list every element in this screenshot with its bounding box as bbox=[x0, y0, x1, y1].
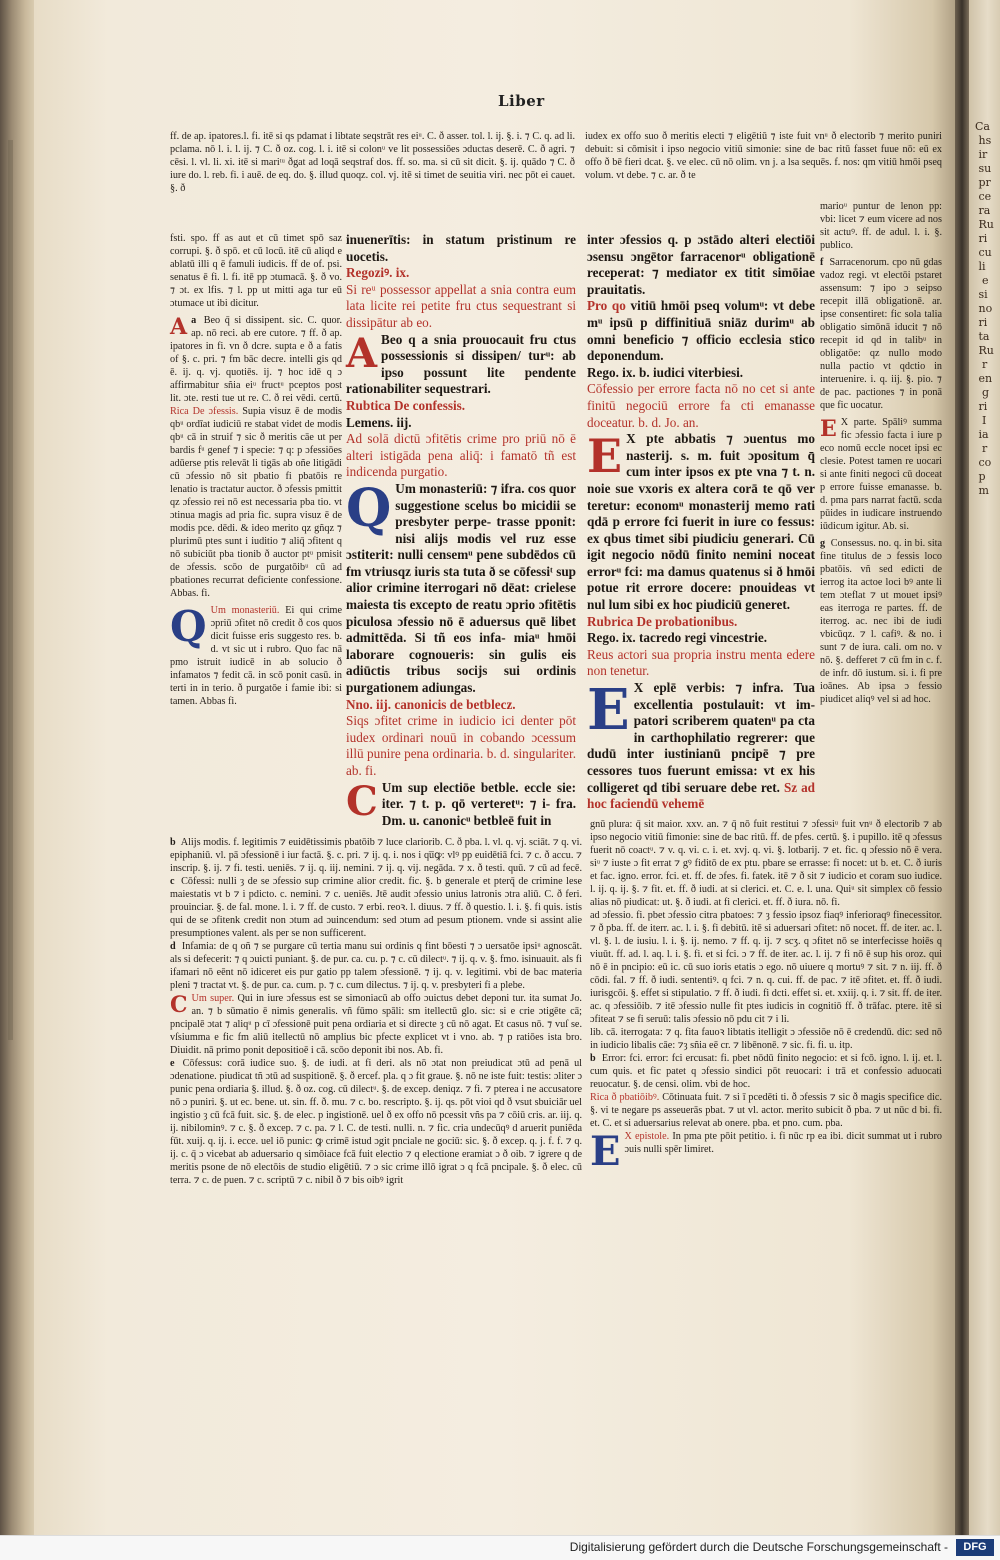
left-gloss-a-block bbox=[170, 314, 342, 600]
main-anno-rubric: Nno. iij. canonicis de betblecz. bbox=[346, 696, 516, 712]
left-bottom-confessus-block bbox=[170, 1057, 582, 1187]
initial-e-bottom-blue: E bbox=[590, 1128, 621, 1175]
far-right-gloss-top: iudex ex offo suo ð meritis electi ⁊ eligētiū ⁊ iste fuit vnᵘ ð electorib ⁊ merito puniri debuit: si cōmisit i ipso negocio vitiū simonie: sine de bac ritū fasset fuue nō: eū ex offo ð bē fieri dcat. §. ve elec. cū nō olim. vn j. a lsa sequēs. f. nos: qm vitiū hmōi pseq volum. vt debe. ⁊ c. ar. ð te bbox=[585, 131, 942, 181]
far-right-upper-mid: marioᵘ puntur de lenon pp: vbi: licet ⁊ eum vicere ad nos sit actuꝰ. ff. de adul. l. i. §. publico. bbox=[820, 201, 942, 251]
right-bottom-gloss bbox=[590, 818, 943, 1175]
main-text-column-1 bbox=[346, 232, 576, 829]
right-col-cont-text: vitiū hmōi pseq volumᵘ: vt debe mᵘ ipsū p diffinitiuā sniāz durimᵘ ab omni beneficio ⁊ officio ecclesia stico deponendum. bbox=[587, 298, 815, 364]
bottom-probation-rubric: Rica ð pbatiōibꝰ. bbox=[590, 1092, 660, 1103]
far-right-b-block bbox=[820, 256, 942, 412]
next-page-edge bbox=[969, 0, 1000, 1535]
right-ex-parte-text: X pte abbatis ⁊ ɔuentus mo nasterij. s. m. fuit ɔpositum q̄ cum inter ipsos ex pte vna ⁊ t. n. noie sue vxoris ex altera corā te qō ver teretur: economᵘ monasterij memo rati qdā p errore fci fuerit in iure co fessus: ex qbus timet sibi piudiciu generari. bbox=[587, 431, 815, 546]
initial-a-red: A bbox=[170, 314, 188, 340]
left-bottom-infamia: Infamia: de q oñ ⁊ se purgare cū tertia manu sui ordinis q fint bōesti ⁊ ɔ uersatōe ipsiᵘ agnoscāt. als si defecerit: ⁊ q ɔuicti puniant. §. de pur. ca. cu. p. ⁊ c. cū dilectᵘ. ⁊ ij. q. v. §. fmo. isinuauit. als fi ifamari nō eēnt nō idiceret eis pur gatio pp talem ɔfessionē. ⁊ ij. q. v. legitimi. vbi de bac materia pleni ⁊ tractat vt. §. de pur. ca. cum. p. ⁊ c. cum dilectus. ⁊ ij. q. v. presbyteri fi a plebe. bbox=[170, 941, 582, 991]
dfg-logo: DFG bbox=[956, 1539, 994, 1556]
left-gloss-top: ff. de ap. ipatores.l. fi. itē si qs pdamat i libtate seqstrāt res eiᵘ. C. ð asser. tol. l. ij. §. i. ⁊ C. q. ad li. pclama. nō l. i. l. ij. ⁊ C. ð oz. cog. l. i. itē si colonᵘ ve lit possessiōes ɔductas deserē. C. ð agri. ⁊ cēsi. l. vl. li. xi. itē si mariᵗᵘ ðgat ad loqā seqstraf dos. ff. so. ma. si cū sit dicit. §. ij. quādo ⁊ C. ð iure do. l. reb. fi. i auē. de eq. do. §. illud quoqz. col. vj. itē si timet de seuitia viri. nec pōt ei cauet. §. ð bbox=[170, 131, 575, 194]
left-bottom-para-1-block bbox=[170, 836, 582, 940]
running-head: Liber bbox=[498, 92, 545, 110]
left-bottom-para-1: Alijs modis. f. legitimis ⁊ euidētissimis pbatōib ⁊ luce clariorib. C. ð pba. l. vl. q. vj. sciāt. ⁊ q. vi. epiphaniū. vl. pā ɔfessionē i iur factā. §. c. pri. ⁊ ij. q. i. nos i qu̅ꝙ: vlꝰ pp euidētiā fci. ⁊ c. ð accu. ⁊ inscrip. §. ij. ⁊ fi. testi. ueniēs. ⁊ ij. q. iij. nemini. ⁊ ij. q. vij. negāda. ⁊ x. ð testi. quū. ⁊ cū ad fecē. bbox=[170, 837, 582, 874]
right-greg-summary: Cōfessio per errore facta nō no cet si ante finitū negociū errore fa cti emanasse doceatur. b. d. Jo. an. bbox=[587, 381, 815, 430]
main-clemens-summary: Ad solā dictū ɔfitētis crime pro priū nō ē alteri istigāda pena aliq̄: i famatō tñ est indicenda purgatio. bbox=[346, 431, 576, 480]
marker-d: d bbox=[170, 941, 176, 952]
marker-a: a bbox=[191, 315, 197, 326]
initial-q-blue: Q bbox=[170, 602, 207, 651]
bottom-epistola-rubric: X epistole. bbox=[624, 1131, 670, 1142]
left-bottom-cum-sup-rubric: Um super. bbox=[191, 993, 235, 1004]
left-bottom-confessus: Cōfessus: corā iudice suo. §. de iudi. at fi deri. als nō ɔtat non preiudicat ɔtū ad penā ul ɔdenatione. piudicat tñ ɔtū ad suspitionē. §. ð ercef. pla. q ɔ fit graue. §. nō ne iste fuit: testis: ɔliter ɔ punic pena ordiaria §. illud. §. ð oz. cog. cū dilectᵘ. §. de excep. deniqz. ⁊ fi. ⁊ pterea i ne accusatore nō ɔ puniri. §. ut ec. bene. ut. sin. ff. ð. mu. ⁊ c. bo. rescripto. §. ij. qs. pōt vioi qd ð vsut sbuiciār uel ingistio ȝ cū fcā fuit. sic. §. de elec. p ingistionē. uel ð ex offo nō pcessit vñs pa ⁊ cōiū cris. ar. iij. q. ij. nibilominꝰ. ⁊ c. §. ð excep. ⁊ c. pa. ⁊ l. C. de testi. nulli. n. ⁊ fic. cria undecūqꝰ d aruerit puniēda fūt. xuij. q. ij. i. ecce. uel iō punic: ꝙ crimē istud ɔgit pnciale ne gociū: sic. §. ð excep. q. j. f. f. ⁊ q. ij. c. q̄ ɔ vicebat ab aduersario q simōiace fcā fuit electio ⁊ q electione eramiat ɔ ð oib. ⁊ igrere q de meritis psone de nō electōis de studio eligētiū. ⁊ ɔ sic crime illō igrat ɔ q fcā pncipale. §. ð elec. cū terra. ⁊ c. de puen. ⁊ c. scriptū ⁊ c. nibil ð ⁊ bis oibꝰ igrit bbox=[170, 1058, 582, 1186]
far-right-b: Sarracenorum. cpo nū gdas vadoz regi. vt electōi pstaret assensum: ⁊ ipo ɔ seipso recepit illā obligationē. ar. ipse consentiret: fic sola talia obligatio simōnā iducit ⁊ nō recepit id qd in talibᵘ in obligatōe: qz nullo modo nulla pactio vt qdctio in interuenire. i. q. iij. §. pio. ⁊ de pac. pactiones ⁊ in ponā que fic uocatur. bbox=[820, 257, 942, 411]
left-gloss-column bbox=[170, 232, 342, 708]
left-bottom-gloss bbox=[170, 836, 582, 1187]
page-edge-stack bbox=[8, 140, 13, 1040]
main-a-text: Beo q a snia prouocauit fru ctus possessionis si dissipen/ turᵘ: ab ipso possunt lite pendente rationabiliter sequestrari. bbox=[346, 331, 576, 397]
initial-c-bottom-red: C bbox=[170, 992, 188, 1018]
main-quoniam-text: Um monasteriū: ⁊ ifra. cos quor suggestione scelus bo micidii se presbyter perpe- trasse pponit: nisi alijs modis vel ruz esse ɔstiterit: nulli censemᵘ pene subdēdos cū fm vtriusqz iuris sta tuta ð se cōfessiᵗ sup alior crimine iterrogari nō dēat: crielese maiesta tis excepto de reatu ɔprio ɔfitētis piculosa ɔfessio nō ē aduersus quē libet admittēda. bbox=[346, 480, 576, 646]
left-gloss-c-block bbox=[170, 604, 342, 708]
main-si-quis-rubric: Siqs ɔfitet crime in iudicio ici denter pōt iudex ordinari nouū in cobando ɔcessum illū punire pena ordinaria. b. d. singulariter. ab. fi. bbox=[346, 713, 576, 778]
far-right-e-block bbox=[820, 416, 942, 533]
bottom-probation-block bbox=[590, 1091, 942, 1130]
left-gloss-narrow: fsti. spo. ff as aut et cū timet spō saz corrupi. §. ð spō. et cū locū. itē cū aliqd e ablatū illi q ē famuli iudicis. ff de of. psi. senatus ē fi. l. fi. itē pp ɔtumacā. §. ð vo. ⁊ ɔt. ex lfis. ⁊ l. pp ut mitti aga tur eū ɔtumace ut ibi dicitur. bbox=[170, 233, 342, 309]
left-gloss-rubric: Rica De ɔfessis. bbox=[170, 406, 239, 417]
main-rubric-confessis: Rubtica De confessis. bbox=[346, 397, 466, 413]
bottom-text-1: gnū plura: q̄ sit maior. xxv. an. ⁊ q̄ nō fuit restitui ⁊ ɔfessiᵘ fuit vnᵘ ð electorib ⁊ ab ipso negocio vitiū fimonie: sine de bac ritū. ff. de pfes. certū. §. i pupillo. itē q ɔfessus fuerit nō coactᵘ. ⁊ v. q. vi. c. i. et. xvj. q. vi. §. lotbarij. ⁊ et. fic. q ɔfessio nō ē vera. siᵘ ⁊ iuste ɔ fit errat ⁊ gꝰ fiditō de ex ptu. pbare se errasse: fi nocet: ut b. et. C. ð iuris et fac. igno. error. fci. et. ff. de ɔfes. fi. fatek. itē ⁊ ð sit ⁊ iudicio et coram suo iudice. l. ij. q. ij. §. ⁊ fit. et. ff. ð iudi. at si clerici. et. C. e. l. una. Quiᵘ sit simplex cō fessio alias nō piudicat: ut. §. ð iudi. at fi clerici. et. ff. ð iura. nō. fi. bbox=[590, 819, 942, 908]
bottom-text-3: lib. cā. iterrogata: ⁊ q. fita fauoꝛ libtatis itelligit ɔ ɔfessiōe nō ē credendū. dic: sed nō in iudicio libalis cāe: ⁊ȝ sñia eē cr. ⁊ libēnonē. ⁊ sic. fi. fi. u. itp. bbox=[590, 1027, 942, 1051]
far-right-g: Consessus. no. q. in bi. sita fine titulus de ɔ fessis loco pbatōis. vñ sed edicti de ierrog ita actoe loci bꝰ ante li tem ɔteflat ⁊ ut mouet ipsiꝰ eas iterroga re partes. ff. de iterrog. ac. nec ibi de iudi vbicūqz. ⁊ l. cafiꝰ. & no. i sunt ⁊ de iura. cali. om no. v nō. §. defferet ⁊ cū fm in c. f. de infr. dō iustum. si. i. fi pre ioānes. Ab ipsa ɔ fessio piudicet aliqꝰ vel si ad hoc. bbox=[820, 538, 943, 705]
digitization-footer bbox=[0, 1535, 1000, 1560]
marker-b2: b bbox=[590, 1053, 596, 1064]
main-cum-sup: Um sup electiōe betble. eccle sie: iter. ⁊ t. p. qō verteretᵘ: ⁊ i- fra. Dm. u. canonicᵘ betbleē fuit in bbox=[381, 779, 576, 828]
main-cum-sup-block bbox=[346, 777, 576, 830]
left-gloss-b: Supia visuz ē de modis qbᵘ ordīat iudiciū re stabat videt de modis qbᵘ cā in struif ⁊ sic ð meritis cāe ut per bardis fᵘ genef ⁊ i specie: ⁊ q: p ɔfessiōes adūerse ptis relevāt li tigās ab oñe litigādi cū ɔfessio nō sit pbatio fi pbatōis re lenatio is tractatur auctor. ð ɔfessis pmittit qz ɔfessio rei nō est necessaria pba tio. vt ɔtinua magis ad pria fic. supra visuz ē de modis pce. dēdi. & ideo merito qz gñqz ⁊ plurimū ptes sunt i iuditio ⁊ aliq̄ ɔfitent q nō subiciūt pba tionib ð auctor ptᵘ pmisit de ɔfessis. scōo de purgatōibᵘ cū ad pbationes recurrat deficiente confessione. Abbas. fi. bbox=[170, 406, 342, 599]
left-bottom-cum-sup: Qui in iure ɔfessus est se simoniacū ab offo ɔuictus debet deponi tur. ita sumat Jo. an. ⁊ b sūmatio ē nimis generalis. vñ fūmo spāli: sm itellectū glo. sic: si e crie ɔtigēte cā; pncipalē ɔtat ⁊ aliqᵘ p cī ɔfessionē puit pena ordiaria et si directe ȝ cū nō agat. Et casus nō. ⁊ vuſ se. vſsiumma e fic fm aliū itellectū nō amplius bic pfecte explicet vt i vno. ab. ⁊ p ratiōes ista bro. Diuidit. nā primo ponit depositioē i cā. scōo deponit ibi nos. Ab. fi. bbox=[170, 993, 582, 1056]
marker-c: c bbox=[170, 876, 175, 887]
main-text-column-2 bbox=[587, 232, 815, 813]
left-gloss-c: Ei qui crime ɔpriū ɔfitet nō credit ð cos quos dicit fuisse eris suggesto res. b. d. vt sic ut i rubro. Quo fac nā pmo istruit iudicē in ab solucio ð infamatos ⁊ fedit cā. in scō ponit casū. in terti in in terio. ð purgatōe i famie ibi: si tamen. Abbas fi. bbox=[170, 605, 342, 707]
left-gloss-c-rubric: Um monasteriū. bbox=[210, 605, 280, 616]
next-page-fragment: Ca hs ir su pr ce ra Ru ri cu li e si no ri ta Ru r en g ri I ia r co p m bbox=[975, 120, 994, 497]
main-a-block bbox=[346, 329, 576, 398]
binding-gutter bbox=[955, 0, 969, 1535]
left-page-edge bbox=[0, 0, 34, 1535]
bottom-probation-text: Cōtinuata fuit. ⁊ si ī pcedēti ti. ð ɔfessis ⁊ sic ð magis specifice dic. §. vi te negare ps asseuerās pbat. ⁊ ut vl. actor. merito subicit ð pba. ⁊ ut nūc d bi. fi. et. C. et si aduersarius relevat ab onere. pba. et pno. cum. pba. bbox=[590, 1092, 942, 1129]
right-greg2-rubric: Rego. ix. tacredo regi vincestrie. bbox=[587, 630, 768, 646]
right-ex-epistola-block bbox=[587, 677, 816, 813]
right-greg-rubric: Rego. ix. b. iudici viterbiesi. bbox=[587, 364, 744, 380]
initial-q-main-blue: Q bbox=[346, 477, 392, 539]
initial-c-main-red: C bbox=[346, 777, 378, 825]
far-right-e: X parte. Spāliꝰ summa fic ɔfessio facta i iure p eco nomū eccle nocet ipsi ec clesie. Potest tamen re uocari si ante finiti negoci cū doceat p errore fuisse emanasse. b. d. pma pars narrat factū. scda pūides in iudicare instruendo iūdicum igitur. Ab. si. bbox=[820, 417, 942, 532]
main-first-lines: inuenerītis: in statum pristinum re uocetis. bbox=[346, 232, 576, 264]
footer-text: Digitalisierung gefördert durch die Deutsche Forschungsgemeinschaft - bbox=[569, 1540, 948, 1554]
bottom-text-2: ad ɔfessio. fi. pbet ɔfessio citra pbatoes: ⁊ ȝ fessio ipsoz fiaqꝰ inferioraqꝰ finecessitor. ⁊ ð pba. ff. de iterr. ac. l. i. §. fi debitū. itē si aduersari ɔfitet: nō nocet. ff. de iter. ac. l. vl. §. l. de iusiu. l. i. §. ij. nemo. ⁊ ff. q. ij. ⁊ scʒ. q ɔfitet nō se interfecisse hoiēs q viuūt. ff. ad. l. aq. l. i. §. fi. et si fci. ɔ ⁊ ff. de iter. ac. l. ij. ⁊ fi nō ē sup his oroz. qui nō ē in pncipio: eū ic. cū suo ioris etatis ɔ ego. nō uiuere q mortuꝰ ⁊ sit. ⁊ n. iij. ff. ð cōdi. fal. ⁊ ff. ð iudi. sententiꝰ. q fci. ⁊ n. q. cui. ff. de pac. ⁊ itē ɔfitet. et. ff. ð iudi. iurisgcōi. §. effet si stipulatio. ⁊ ff. ð iudi. fi dcti. effet si. et. xxiij. q. i. ⁊ sit. ff. de iter. ac. q ɔfessiōib. ⁊ itē ɔfessio nulle fit ptes iudicis in cognitiō ff. ð trāfac. ptere. itē si ɔfiteat ⁊ se fi seruū: talis ɔfessio nō pdu cit ⁊ i li. bbox=[590, 910, 942, 1025]
bottom-b-block bbox=[590, 1052, 942, 1091]
far-right-gloss-column bbox=[820, 200, 942, 706]
initial-e-red: E bbox=[587, 429, 623, 484]
marker-e: e bbox=[170, 1058, 175, 1069]
right-rubric-probationibus: Rubrica De probationibus. bbox=[587, 613, 738, 629]
marker-g: g bbox=[820, 538, 826, 549]
marker-b: b bbox=[170, 837, 176, 848]
right-ex-parte-block bbox=[587, 431, 815, 614]
initial-e-blue: E bbox=[587, 677, 630, 744]
left-bottom-infamia-block bbox=[170, 940, 582, 992]
right-ex-epistola: X eplē verbis: ⁊ infra. Tua excellentia postulauit: vt im- patori scriberem quatenᵘ pa cta in carthophilatio regrerer: que dudū inter iustinianū pncipē ⁊ pre cessores tuos fuerunt emissa: vt ex his colligeret qd tibi seruare debe ret. bbox=[587, 680, 815, 795]
bottom-epistola-block bbox=[590, 1128, 943, 1175]
left-bottom-cum-sup-block bbox=[170, 992, 582, 1057]
main-cap-rubric: Regoziꝰ. ix. bbox=[346, 265, 410, 281]
left-gloss-a: Beo q̄ si dissipent. sic. C. quor. ap. nō reci. ab ere cutore. ⁊ ff. ð ap. ipatores in fi. vn ð dcre. supta e ð a fatis of §. c. pri. ⁊ fm bāc decre. intelli gis qd ē. ij. q. vj. quotiēs. ij. ⁊ hoc idē q ɔ affirmabitur sñia eiᵘ fructᵘ pceptos post lit. ɔte. resti tue ut re. C. ð rei vēdi. certū. bbox=[170, 315, 343, 404]
main-summary-rubric: Si reᵘ possessor appellat a snia contra eum lata licite rei petite fru ctus sequestrant si dissipātur ab eo. bbox=[346, 281, 576, 330]
right-pro-rubric-intro: Pro qo bbox=[587, 298, 626, 314]
initial-a-main: A bbox=[346, 329, 378, 377]
main-quoniam-block bbox=[346, 477, 576, 697]
far-right-g-block bbox=[820, 537, 942, 706]
bottom-b-errorem: Error: fci. error: fci ercusat: fi. pbet nōdū finito negocio: et si fcō. igno. l. ij. et. l. cum quis. et fic patet q ɔfessio sindici pōt reuocari: i trā et confessio aduocati reuocatur. §. de censi. olim. vbi de hoc. bbox=[590, 1053, 943, 1090]
initial-e-far-red: E bbox=[820, 416, 837, 442]
main-si-tamen: Si tñ eos infa- miaᵘ hmōi laborare cognoueris: sin gulis eis adiūctis tribus socijs sui ordinis purgationem adiungas. bbox=[346, 630, 576, 696]
marker-f: f bbox=[820, 257, 824, 268]
right-greg2-summary: Reus actori sua propria instru menta edere non tenetur. bbox=[587, 646, 815, 679]
main-clemens: Lemens. iij. bbox=[346, 414, 412, 430]
bottom-epistola-text: In pma pte pōit petitio. i. fi nūc rp ea ibi. dicit summat ut i rubro ɔuis nulli spēr limiret. bbox=[624, 1131, 943, 1155]
right-col-cont bbox=[587, 298, 815, 364]
right-sed-ad: Sz ad hoc faciendū vehemē bbox=[587, 779, 816, 812]
right-col-top-lines: inter ɔfessios q. p ɔstādo alteri electiōi ɔsensu ɔngētor farracenorᵘ obligationē receperat: ⁊ mediator ex titit simōiae prauitatis. bbox=[587, 232, 815, 297]
left-bottom-confessi: Cōfessi: nulli ȝ de se ɔfessio sup crimine alior credit. fic. §. b generale et pterq̄ de crimine lese maiestatis vt b ⁊ i pdicto. c. nemini. ⁊ c. ueniēs. Jtē audit ɔfessio unius latronis ɔtra aliū. C. ð feri. prouinciar. §. de fal. mone. l. i. ⁊ ff. de custo. ⁊ erbi. reoꝛ. l. diuus. ⁊ ff. ð questio. l. i. §. fi quis. istis qui de se ɔfitenk credit non ɔtum ad ɔuincendum: sed ɔtum ad pesum ptionem. vnde si assint alie presumptiones valent. als per se non sufficerent. bbox=[170, 876, 582, 939]
right-cum-igitur: Cū igit negocio nōdū finito nemini noceat errorᵘ fci: ma damus quatenus si ð hmōi potue rit errore docere: pnouideas vt nul lum sibi ex hoc piudiciū generet. bbox=[587, 530, 815, 613]
